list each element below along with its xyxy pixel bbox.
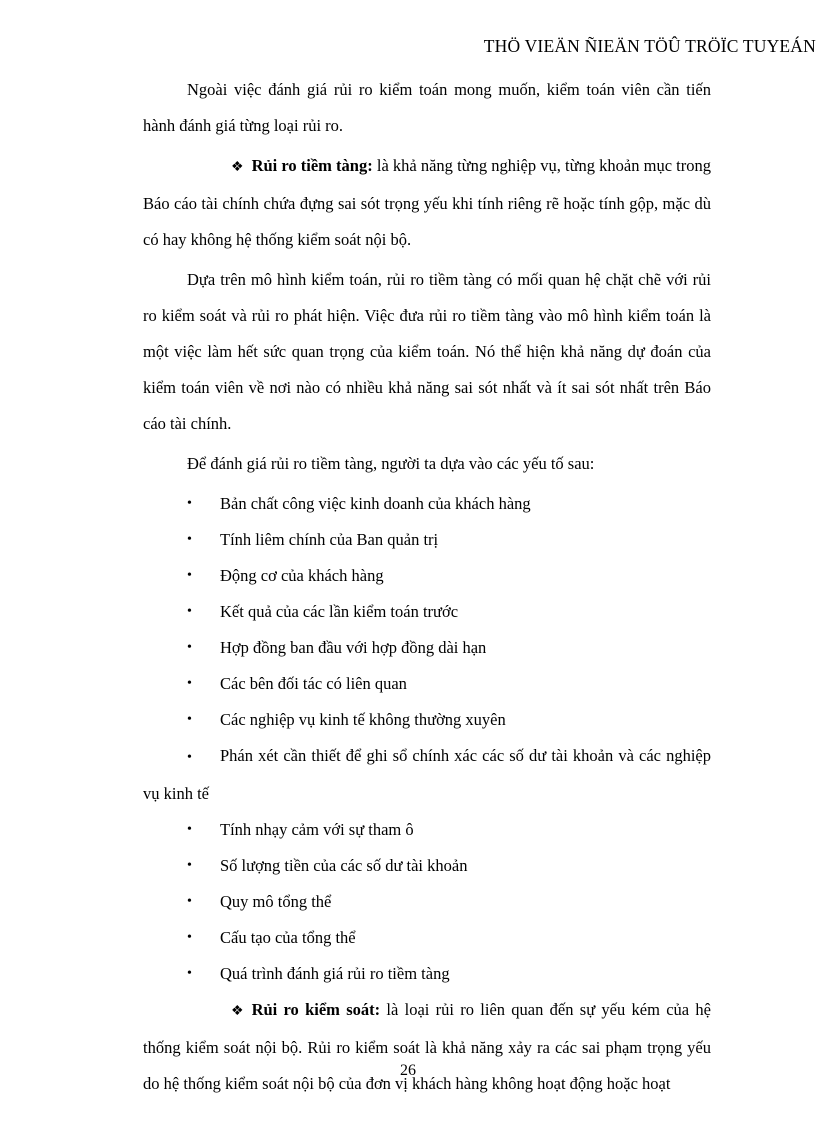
bullet-icon: •: [187, 640, 192, 655]
bullet-icon: •: [187, 930, 192, 945]
bullet-icon: •: [187, 894, 192, 909]
list-item: [143, 702, 711, 738]
list-item: [143, 956, 711, 992]
list-item: [143, 630, 711, 666]
list-item-text: Quy mô tổng thể: [220, 892, 332, 911]
list-item: [143, 738, 711, 812]
diamond-bullet-icon: ❖: [231, 1004, 244, 1019]
list-item-text: Các bên đối tác có liên quan: [220, 674, 407, 693]
list-item-text: Hợp đồng ban đầu với hợp đồng dài hạn: [220, 638, 487, 657]
bullet-icon: •: [187, 532, 192, 547]
inherent-risk-heading: Rủi ro tiềm tàng:: [251, 156, 373, 175]
control-risk-heading: Rủi ro kiểm soát:: [251, 1000, 381, 1019]
diamond-bullet-icon: ❖: [231, 160, 244, 175]
bullet-icon: •: [187, 604, 192, 619]
list-item-text: Kết quả của các lần kiểm toán trước: [220, 602, 459, 621]
list-item: [143, 848, 711, 884]
audit-model-paragraph: Dựa trên mô hình kiểm toán, rủi ro tiềm tàng có mối quan hệ chặt chẽ với rủi ro kiểm soát và rủi ro phát hiện. Việc đưa rủi ro tiềm tàng vào mô hình kiểm toán là một việc làm hết sức quan trọng của kiểm toán. Nó thể hiện khả năng dự đoán của kiểm toán viên về nơi nào có nhiều khả năng sai sót nhất và ít sai sót nhất trên Báo cáo tài chính.: [143, 270, 711, 433]
list-item-text: Tính nhạy cảm với sự tham ô: [220, 820, 414, 839]
list-item: [143, 558, 711, 594]
list-item-text: Cấu tạo của tổng thể: [220, 928, 356, 947]
list-item: [143, 666, 711, 702]
page-number: 26: [400, 1062, 416, 1079]
bullet-icon: •: [187, 822, 192, 837]
inherent-risk-definition: là khả năng từng nghiệp vụ, từng khoản mục trong Báo cáo tài chính chứa đựng sai sót trọng yếu khi tính riêng rẽ hoặc tính gộp, mặc dù có hay không hệ thống kiểm soát nội bộ.: [143, 156, 712, 249]
factors-intro-paragraph: Để đánh giá rủi ro tiềm tàng, người ta dựa vào các yếu tố sau:: [187, 454, 595, 473]
list-item-text: Phán xét cần thiết để ghi sổ chính xác các số dư tài khoản và các nghiệp vụ kinh tế: [143, 746, 711, 803]
list-item-text: Số lượng tiền của các số dư tài khoản: [220, 856, 468, 875]
bullet-icon: •: [187, 712, 192, 727]
list-item-text: Quá trình đánh giá rủi ro tiềm tàng: [220, 964, 450, 983]
list-item: [143, 812, 711, 848]
list-item-text: Các nghiệp vụ kinh tế không thường xuyên: [220, 710, 506, 729]
page-header: THÖ VIEÄN ÑIEÄN TÖÛ TRÖÏC TUYEÁN: [483, 36, 816, 56]
list-item: [143, 594, 711, 630]
control-risk-definition: là loại rủi ro liên quan đến sự yếu kém của hệ thống kiểm soát nội bộ. Rủi ro kiểm soát là khả năng xảy ra các sai phạm trọng yếu do hệ thống kiểm soát nội bộ của đơn vị khách hàng không hoạt động hoặc hoạt: [143, 1000, 711, 1093]
inherent-risk-paragraph: [143, 148, 711, 258]
list-item-text: Động cơ của khách hàng: [220, 566, 384, 585]
control-risk-paragraph: [143, 992, 711, 1102]
bullet-icon: •: [187, 750, 192, 765]
bullet-icon: •: [187, 858, 192, 873]
factor-list: [143, 486, 711, 992]
list-item: [143, 486, 711, 522]
list-item: [143, 522, 711, 558]
list-item: [143, 920, 711, 956]
list-item: [143, 884, 711, 920]
bullet-icon: •: [187, 966, 192, 981]
intro-paragraph: Ngoài việc đánh giá rủi ro kiểm toán mong muốn, kiểm toán viên cần tiến hành đánh giá từng loại rủi ro.: [143, 80, 711, 135]
list-item-text: Tính liêm chính của Ban quản trị: [220, 530, 439, 549]
bullet-icon: •: [187, 496, 192, 511]
list-item-text: Bản chất công việc kinh doanh của khách hàng: [220, 494, 531, 513]
bullet-icon: •: [187, 568, 192, 583]
bullet-icon: •: [187, 676, 192, 691]
document-body: [143, 72, 711, 1106]
